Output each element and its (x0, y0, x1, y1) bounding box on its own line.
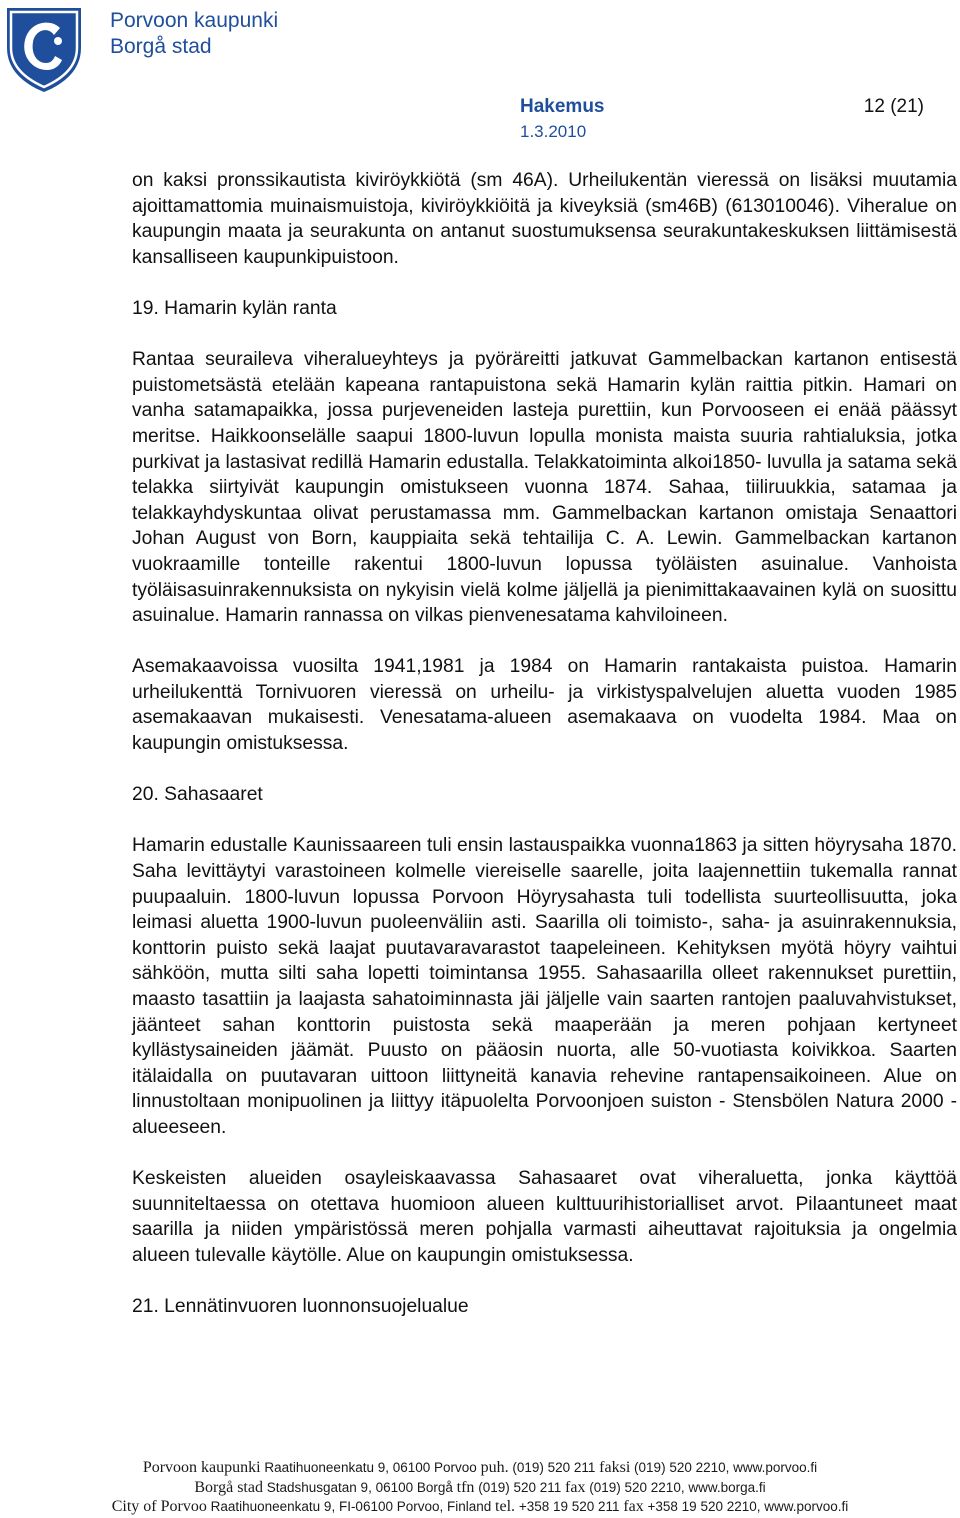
organization-name (110, 8, 278, 60)
section-heading-20: 20. Sahasaaret (132, 784, 263, 806)
footer-address: Raatihuoneenkatu 9, 06100 Porvoo (264, 1460, 477, 1475)
footer-org: Borgå stad (194, 1478, 263, 1496)
footer-tel: (019) 520 211 (512, 1460, 596, 1475)
section-heading-19: 19. Hamarin kylän ranta (132, 297, 337, 319)
footer-fax-label: faksi (599, 1459, 631, 1476)
footer-tel-label: tfn (456, 1478, 475, 1496)
footer-line-sv (0, 1478, 960, 1498)
footer-tel-label: puh. (480, 1459, 509, 1476)
section-heading-21: 21. Lennätinvuoren luonnonsuojelualue (132, 1296, 469, 1318)
document-date: 1.3.2010 (520, 122, 587, 141)
organization-name-fi: Porvoon kaupunki (110, 9, 279, 32)
footer-fax: (019) 520 2210, www.porvoo.fi (634, 1460, 818, 1475)
document-body (132, 168, 957, 1320)
paragraph: Asemakaavoissa vuosilta 1941,1981 ja 1984 on Hamarin rantakaista puistoa. Hamarin urheilukenttä Tornivuoren vieressä on urheilu- ja virkistyspalvelujen aluetta vuoden 1985 asemakaavan mukaisesti. Venesatama-alueen asemakaava on vuodelta 1984. Maa on kaupungin omistuksessa. (132, 656, 957, 755)
footer-tel-label: tel. (495, 1498, 516, 1515)
footer-fax-label: fax (565, 1478, 586, 1496)
footer-line-fi (0, 1458, 960, 1478)
document-type: Hakemus (520, 96, 605, 117)
footer-tel: (019) 520 211 (478, 1479, 562, 1495)
footer-line-en (0, 1497, 960, 1517)
paragraph: on kaksi pronssikautista kiviröykkiötä (sm 46A). Urheilukentän vieressä on lisäksi muutamia ajoittamattomia muinaismuistoja, kiviröykkiöitä ja kiveyksiä (sm46B) (613010046). Viheralue on kaupungin maata ja seurakunta on antanut suostumuksensa seurakuntakeskuksen liittämisestä kansalliseen kaupunkipuistoon. (132, 170, 957, 268)
footer-org: Porvoon kaupunki (142, 1459, 261, 1476)
footer-address: Stadshusgatan 9, 06100 Borgå (266, 1479, 453, 1495)
page-number: 12 (21) (863, 96, 924, 117)
footer-address: Raatihuoneenkatu 9, FI-06100 Porvoo, Finland (210, 1499, 492, 1514)
paragraph: Rantaa seuraileva viheralueyhteys ja pyöräreitti jatkuvat Gammelbackan kartanon entisestä puistometsästä etelään kapeana rantapuistona sekä Hamarin kylän raittia pitkin. Hamari on vanha satamapaikka, jossa purjeveneiden lasteja purettiin, kun Porvooseen ei enää päässyt meritse. Haikkoonselälle saapui 1800-luvun lopulla monista maista suuria rahtialuksia, jotka purkivat ja lastasivat redillä Hamarin edustalla. Telakkatoiminta alkoi1850- luvulla ja satama sekä telakka siirtyivät kaupungin omistukseen vuonna 1874. Sahaa, tiiliruukkia, satamaa ja telakkayhdyskuntaa olivat perustamassa mm. Gammelbackan kartanon omistaja Senaattori Johan August von Born, kauppiaita sekä tehtailija C. A. Lewin. Gammelbackan kartanon vuokraamille tonteille rakentui 1800-luvun lopussa työläisten asuinalue. Vanhoista työläisasuinrakennuksista on nykyisin vielä kolme jäljellä ja pienimittakaavainen kylä on suosittu asuinalue. Hamarin rannassa on vilkas pienvenesatama kahviloineen. (132, 349, 957, 627)
footer-fax: +358 19 520 2210, www.porvoo.fi (647, 1499, 849, 1514)
paragraph: Keskeisten alueiden osayleiskaavassa Sahasaaret ovat viheraluetta, jonka käyttöä suunniteltaessa on otettava huomioon alueen kulttuurihistorialliset arvot. Pilaantuneet maat saarilla ja niiden ympäristössä meren pohjalla varmasti aiheuttavat rajoituksia ja ongelmia alueen tulevalle käytölle. Alue on kaupungin omistuksessa. (132, 1168, 957, 1266)
footer-tel: +358 19 520 211 (518, 1499, 620, 1514)
organization-name-sv: Borgå stad (110, 35, 212, 58)
paragraph: Hamarin edustalle Kaunissaareen tuli ensin lastauspaikka vuonna1863 ja sitten höyrysaha 1870. Saha levittäytyi varastoineen kolmelle viereiselle saarelle, joita laajennettiin tukemalla rannat puupaaluin. 1800-luvun lopussa Porvoon Höyrysahasta tuli todellista suurteollisuutta, joka leimasi aluetta 1900-luvun puoleenväliin asti. Saarilla oli toimisto-, saha- ja asuinrakennuksia, konttorin puisto sekä laajat puutavaravarastot taapeleineen. Kehityksen myötä höyry vaihtui sähköön, mutta silti saha lopetti toimintansa 1955. Sahasaarilla olleet rakennukset purettiin, maasto tasattiin ja laajasta sahatoiminnasta jäi jäljelle vain saarten rantojen paaluvahvistukset, jäänteet sahan konttorin puistosta sekä maaperään ja meren pohjaan kertyneet kyllästysaineiden jäämät. Puusto on pääosin nuorta, alle 50-vuotiasta koivikkoa. Saarten itälaidalla on puutavaran uittoon liittyneitä kanavia rehevine rantapensaikoineen. Alue on linnustoltaan monipuolinen ja liittyy itäpuolelta Porvoonjoen suiston - Stensbölen Natura 2000 -alueeseen. (132, 835, 957, 1138)
footer-fax: (019) 520 2210, www.borga.fi (589, 1479, 766, 1495)
footer-fax-label: fax (623, 1498, 644, 1515)
city-crest-icon (2, 4, 86, 94)
footer-org: City of Porvoo (111, 1498, 207, 1515)
page-footer (0, 1458, 960, 1517)
